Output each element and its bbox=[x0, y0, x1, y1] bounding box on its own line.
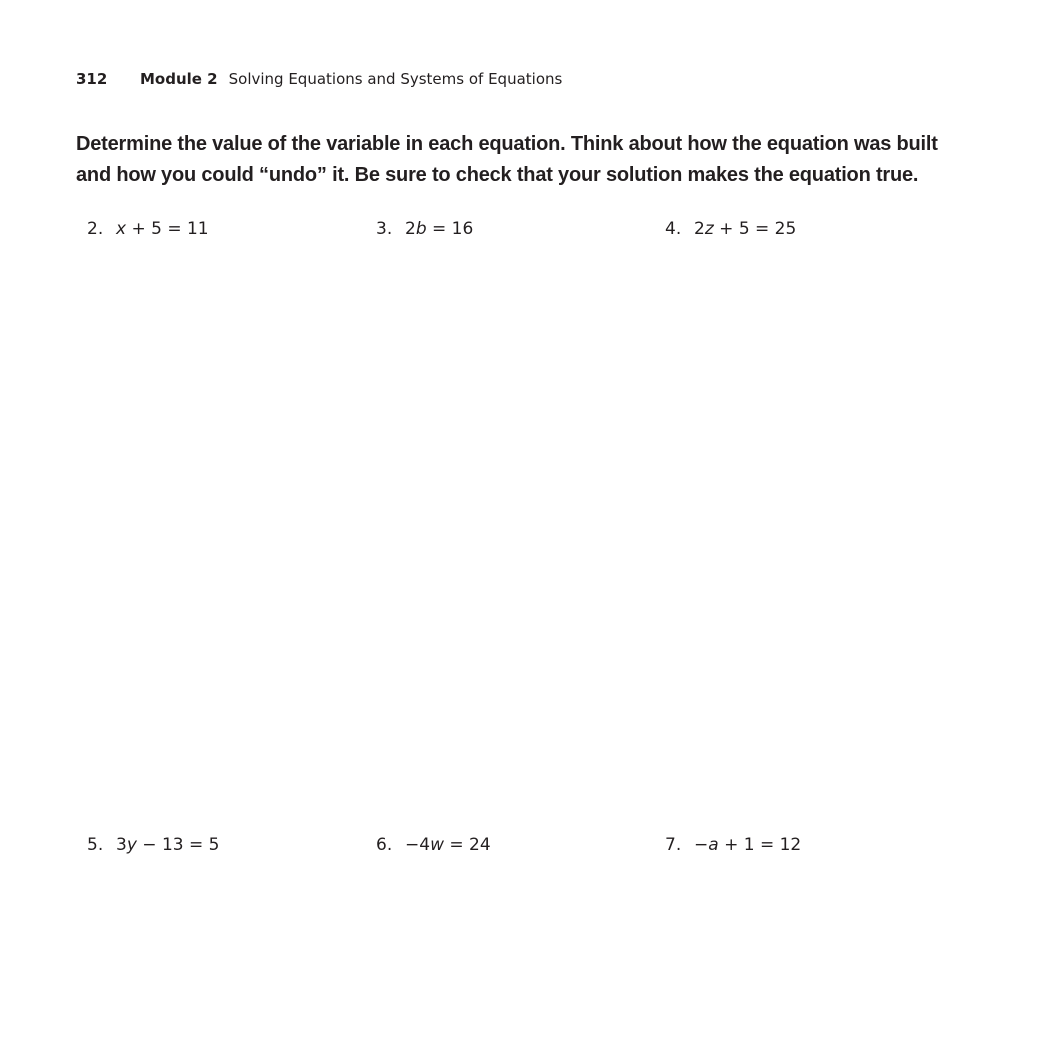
equation-coefficient: 2 bbox=[405, 219, 416, 239]
equation-variable: w bbox=[430, 835, 444, 855]
problem-number: 4. bbox=[665, 219, 682, 239]
equation-coefficient: −4 bbox=[405, 835, 431, 855]
problem-number: 3. bbox=[376, 219, 393, 239]
problem-5 bbox=[87, 834, 219, 856]
problem-number: 7. bbox=[665, 835, 682, 855]
equation-coefficient: 2 bbox=[694, 219, 705, 239]
equation-rest: = 16 bbox=[426, 219, 474, 239]
equation-variable: x bbox=[116, 219, 127, 239]
equation-coefficient: − bbox=[694, 835, 709, 855]
problem-number: 2. bbox=[87, 219, 104, 239]
equation-variable: a bbox=[708, 835, 719, 855]
problem-6 bbox=[376, 834, 491, 856]
page-header bbox=[76, 69, 562, 89]
problem-3 bbox=[376, 218, 473, 240]
problem-2 bbox=[87, 218, 209, 240]
equation-rest: + 1 = 12 bbox=[718, 835, 802, 855]
problem-number: 5. bbox=[87, 835, 104, 855]
equation-rest: + 5 = 25 bbox=[713, 219, 797, 239]
problem-7 bbox=[665, 834, 801, 856]
equation-rest: − 13 = 5 bbox=[136, 835, 220, 855]
equation-rest: = 24 bbox=[443, 835, 491, 855]
equation-rest: + 5 = 11 bbox=[126, 219, 209, 239]
instructions: Determine the value of the variable in each equation. Think about how the equation was built and how you could “undo” it. Be sure to check that your solution makes the equation true. bbox=[76, 133, 938, 186]
problem-4 bbox=[665, 218, 796, 240]
module-label: Module 2 bbox=[140, 70, 218, 88]
page-number: 312 bbox=[76, 70, 108, 88]
equation-variable: y bbox=[126, 835, 137, 855]
equation-variable: b bbox=[415, 219, 427, 239]
equation-variable: z bbox=[704, 219, 714, 239]
equation-coefficient: 3 bbox=[116, 835, 127, 855]
module-title: Solving Equations and Systems of Equations bbox=[228, 70, 563, 88]
problem-number: 6. bbox=[376, 835, 393, 855]
